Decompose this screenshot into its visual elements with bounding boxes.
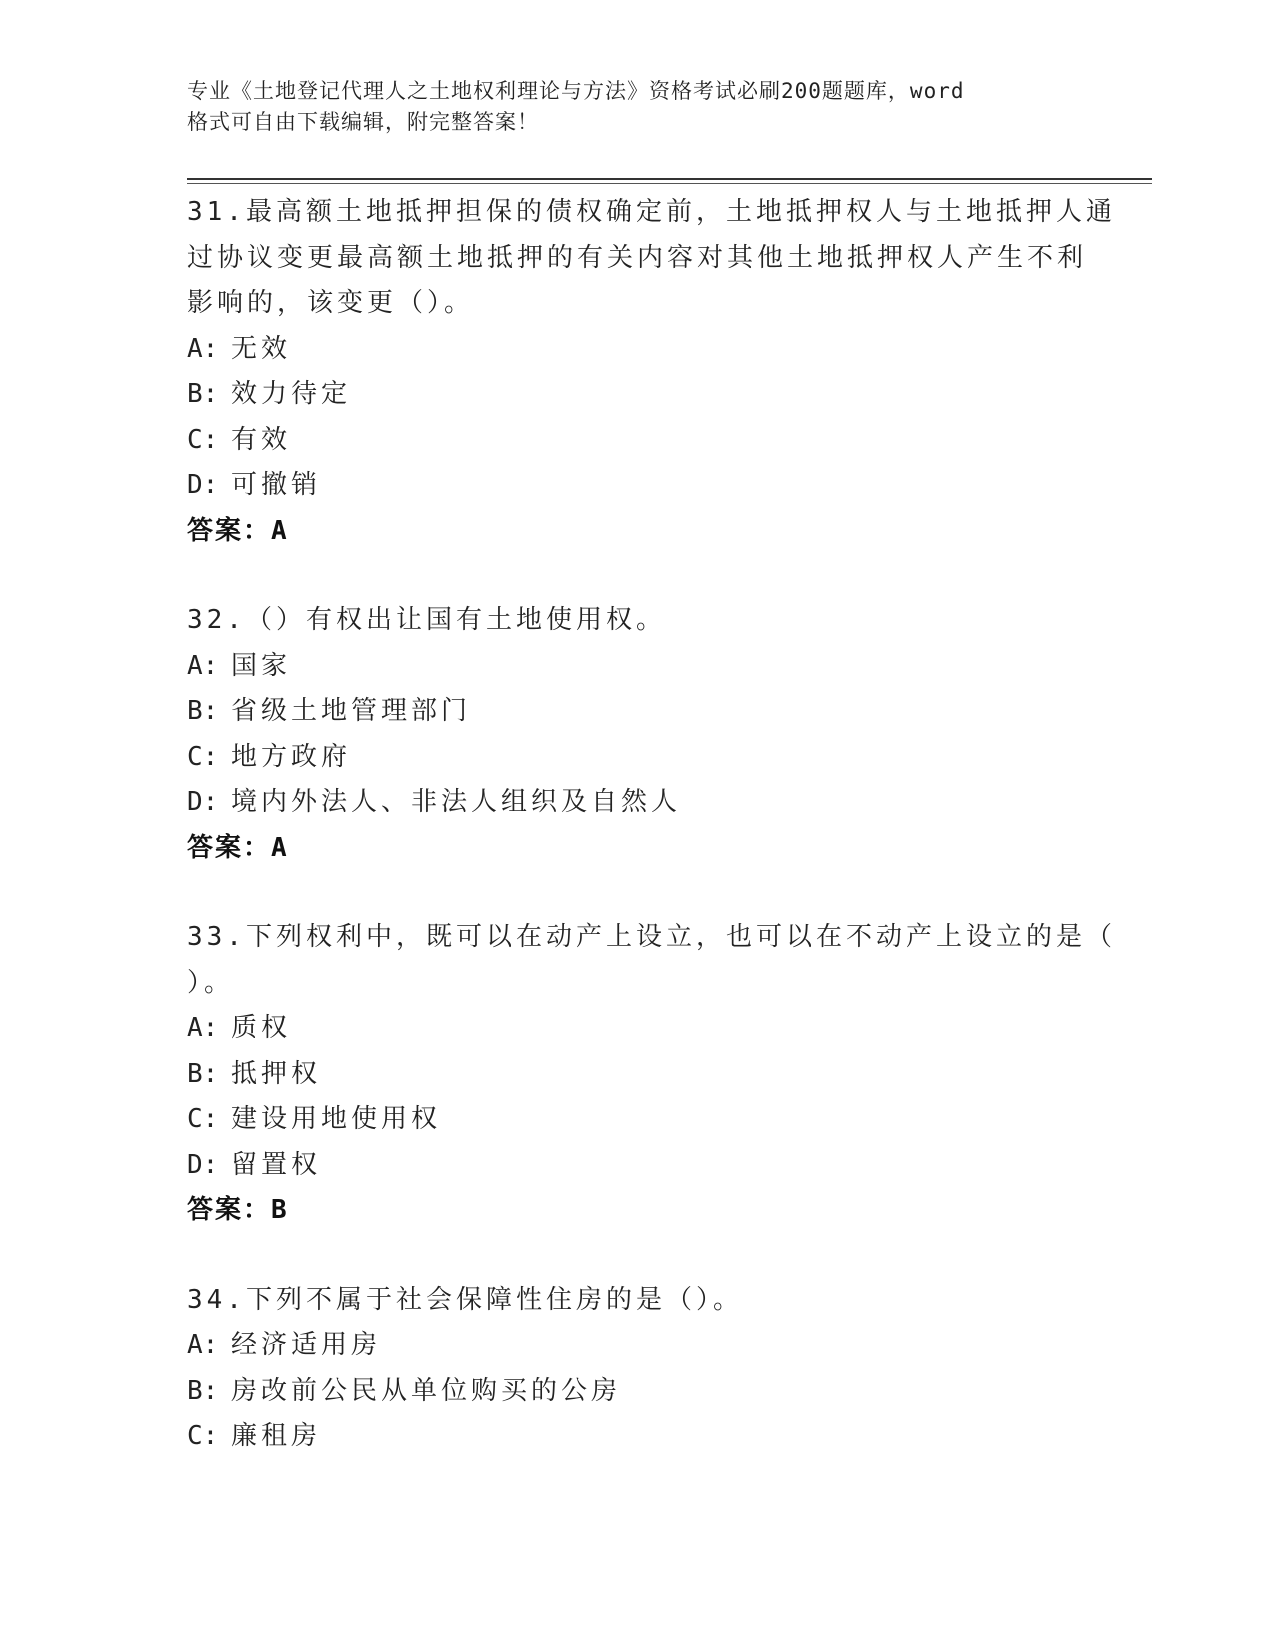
option-d [187, 780, 1087, 826]
option-key: B: [187, 1058, 219, 1089]
option-text: 省级土地管理部门 [231, 696, 472, 726]
header-divider-thick [187, 178, 1152, 180]
option-b [187, 689, 1087, 735]
answer-label: 答案：A [187, 515, 289, 546]
question-34 [187, 1278, 1087, 1460]
option-key: C: [187, 741, 219, 772]
option-key: A: [187, 1013, 219, 1043]
option-key: D: [187, 470, 219, 500]
option-key: A: [187, 1330, 219, 1360]
option-key: D: [187, 1149, 219, 1180]
question-stem-line: 34.下列不属于社会保障性住房的是（）。 [187, 1284, 743, 1315]
question-31 [187, 190, 1116, 554]
question-stem-line: 过协议变更最高额土地抵押的有关内容对其他土地抵押权人产生不利 [187, 242, 1088, 273]
question-stem-line: 33.下列权利中，既可以在动产上设立，也可以在不动产上设立的是（ [187, 922, 1116, 952]
header-divider-thin [187, 183, 1152, 184]
answer-label: 答案：B [187, 1195, 289, 1225]
option-text: 境内外法人、非法人组织及自然人 [231, 787, 682, 817]
option-key: A: [187, 650, 219, 681]
option-key: D: [187, 787, 219, 817]
question-stem-line: 31.最高额土地抵押担保的债权确定前，土地抵押权人与土地抵押人通 [187, 197, 1116, 227]
option-text: 经济适用房 [231, 1330, 382, 1360]
option-text: 效力待定 [231, 379, 352, 409]
option-c [187, 735, 1087, 781]
question-33 [187, 915, 1116, 1234]
option-c [187, 418, 1087, 464]
option-text: 可撤销 [231, 470, 322, 500]
option-key: C: [187, 1104, 219, 1134]
option-text: 房改前公民从单位购买的公房 [231, 1375, 622, 1406]
option-text: 有效 [231, 424, 292, 455]
option-key: B: [187, 379, 219, 409]
option-b [187, 372, 1087, 418]
header-line-2: 格式可自由下载编辑，附完整答案！ [187, 110, 539, 134]
option-a [187, 327, 1087, 373]
question-stem-line: 影响的，该变更（）。 [187, 288, 475, 318]
option-d [187, 463, 1087, 509]
question-stem-line: ）。 [187, 967, 235, 998]
option-c [187, 1414, 1087, 1460]
option-text: 留置权 [231, 1149, 322, 1180]
option-key: A: [187, 333, 219, 364]
option-key: C: [187, 1421, 219, 1451]
option-text: 地方政府 [231, 741, 352, 772]
option-text: 抵押权 [231, 1058, 322, 1089]
question-stem-line: 32.（）有权出让国有土地使用权。 [187, 605, 666, 635]
option-key: C: [187, 424, 219, 455]
question-list [187, 190, 1116, 1504]
option-text: 质权 [231, 1013, 292, 1043]
option-a [187, 644, 1087, 690]
option-b [187, 1052, 1087, 1098]
option-key: B: [187, 696, 219, 726]
option-c [187, 1097, 1087, 1143]
document-header [187, 76, 1067, 138]
answer-label: 答案：A [187, 832, 289, 863]
option-key: B: [187, 1375, 219, 1406]
option-text: 无效 [231, 333, 292, 364]
header-line-1: 专业《土地登记代理人之土地权利理论与方法》资格考试必刷200题题库，word [187, 79, 965, 103]
option-text: 廉租房 [231, 1421, 322, 1451]
question-32 [187, 598, 1087, 871]
option-a [187, 1323, 1087, 1369]
option-b [187, 1369, 1087, 1415]
option-text: 国家 [231, 650, 292, 681]
option-text: 建设用地使用权 [231, 1104, 442, 1134]
option-d [187, 1143, 1087, 1189]
option-a [187, 1006, 1087, 1052]
